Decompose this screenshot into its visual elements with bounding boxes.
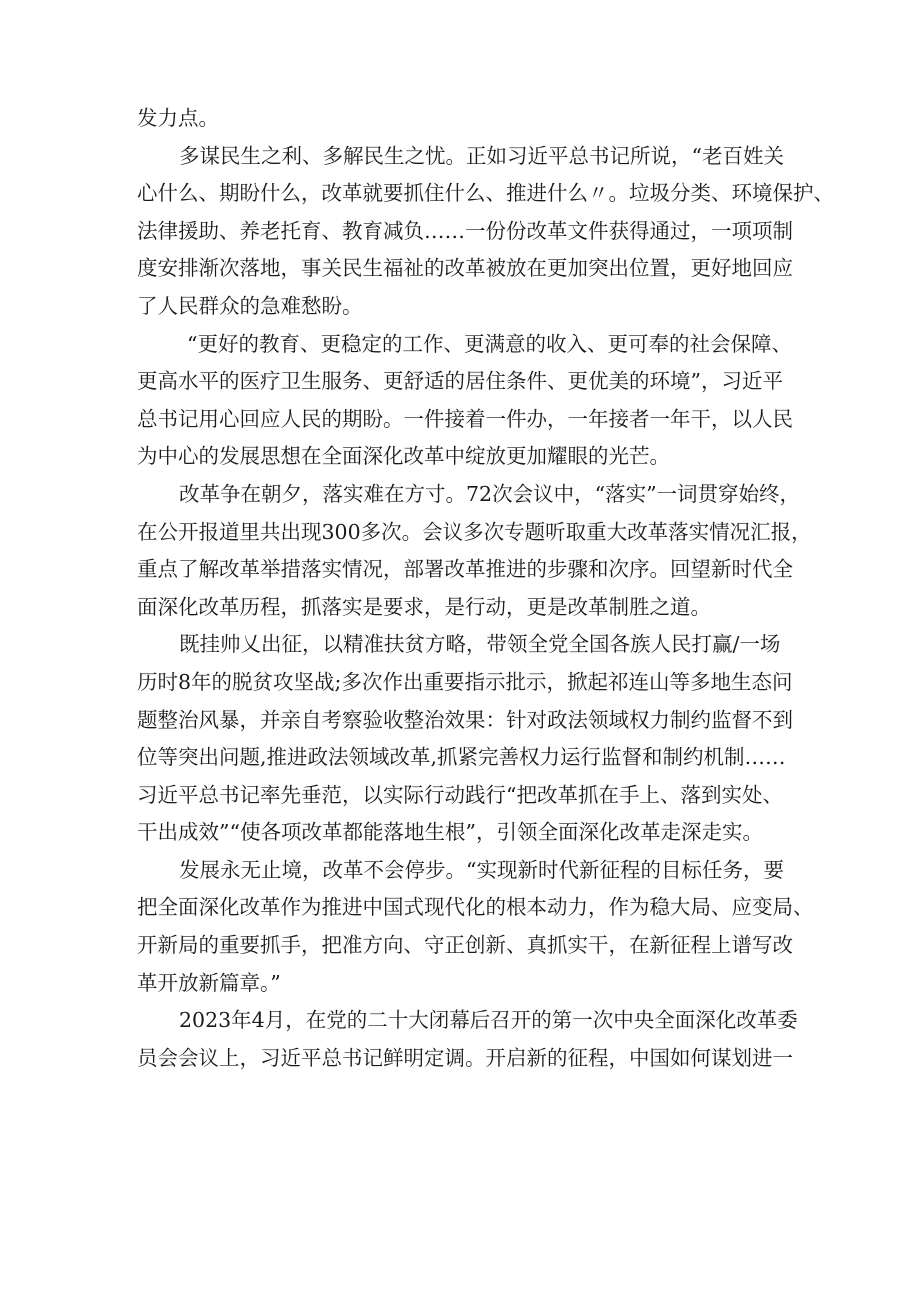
text-line: 面深化改革历程，抓落实是要求，是行动，更是改革制胜之道。 bbox=[137, 594, 711, 619]
text-line: 历时8年的脱贫攻坚战;多次作出重要指示批示，掀起祁连山等多地生态问 bbox=[137, 669, 793, 694]
text-line: 在公开报道里共出现300多次。会议多次专题听取重大改革落实情况汇报， bbox=[137, 519, 812, 544]
text-line: 习近平总书记率先垂范，以实际行动践行“把改革抓在手上、落到实处、 bbox=[137, 782, 783, 807]
text-line: 多谋民生之利、多解民生之忧。正如习近平总书记所说，“老百姓关 bbox=[179, 143, 784, 168]
text-line: 发力点。 bbox=[137, 106, 219, 130]
text-line: 重点了解改革举措落实情况，部署改革推进的步骤和次序。回望新时代全 bbox=[137, 557, 793, 582]
text-line: 度安排渐次落地，事关民生福祉的改革被放在更加突出位置，更好地回应 bbox=[137, 256, 793, 281]
text-line: 总书记用心回应人民的期盼。一件接着一件办，一年接者一年干，以人民 bbox=[137, 406, 793, 431]
text-line: 为中心的发展思想在全面深化改革中绽放更加耀眼的光芒。 bbox=[137, 444, 670, 469]
text-line: 2023年4月，在党的二十大闭幕后召开的第一次中央全面深化改革委 bbox=[179, 1008, 798, 1033]
text-line: “更好的教育、更稳定的工作、更满意的收入、更可奉的社会保障、 bbox=[187, 331, 792, 356]
text-line: 发展永无止境，改革不会停步。“实现新时代新征程的目标任务，要 bbox=[179, 857, 784, 882]
body-text bbox=[137, 100, 834, 1077]
text-line: 了人民群众的急难愁盼。 bbox=[137, 293, 363, 318]
text-line: 员会会议上，习近平总书记鲜明定调。开启新的征程，中国如何谋划进一 bbox=[137, 1045, 793, 1070]
text-line: 法律援助、养老托育、教育减负……一份份改革文件获得通过，一项项制 bbox=[137, 218, 793, 243]
text-line: 既挂帅乂出征，以精准扶贫方略，带领全党全国各族人民打赢/一场 bbox=[179, 632, 781, 657]
text-line: 把全面深化改革作为推进中国式现代化的根本动力，作为稳大局、应变局、 bbox=[137, 895, 814, 920]
text-line: 心什么、期盼什么，改革就要抓住什么、推进什么〃。垃圾分类、环境保护、 bbox=[137, 181, 834, 206]
text-line: 更高水平的医疗卫生服务、更舒适的居住条件、更优美的环境”，习近平 bbox=[137, 369, 783, 394]
text-line: 题整治风暴，并亲自考察验收整治效果：针对政法领域权力制约监督不到 bbox=[137, 707, 793, 732]
text-line: 开新局的重要抓手，把准方向、守正创新、真抓实干，在新征程上谱写改 bbox=[137, 933, 793, 958]
text-line: 革开放新篇章。” bbox=[137, 970, 281, 995]
text-line: 改革争在朝夕，落实难在方寸。72次会议中，“落实”一词贯穿始终， bbox=[179, 481, 801, 506]
text-line: 干出成效”“使各项改革都能落地生根”，引领全面深化改革走深走实。 bbox=[137, 820, 763, 845]
text-line: 位等突出问题,推进政法领域改革,抓紧完善权力运行监督和制约机制…… bbox=[137, 745, 786, 770]
